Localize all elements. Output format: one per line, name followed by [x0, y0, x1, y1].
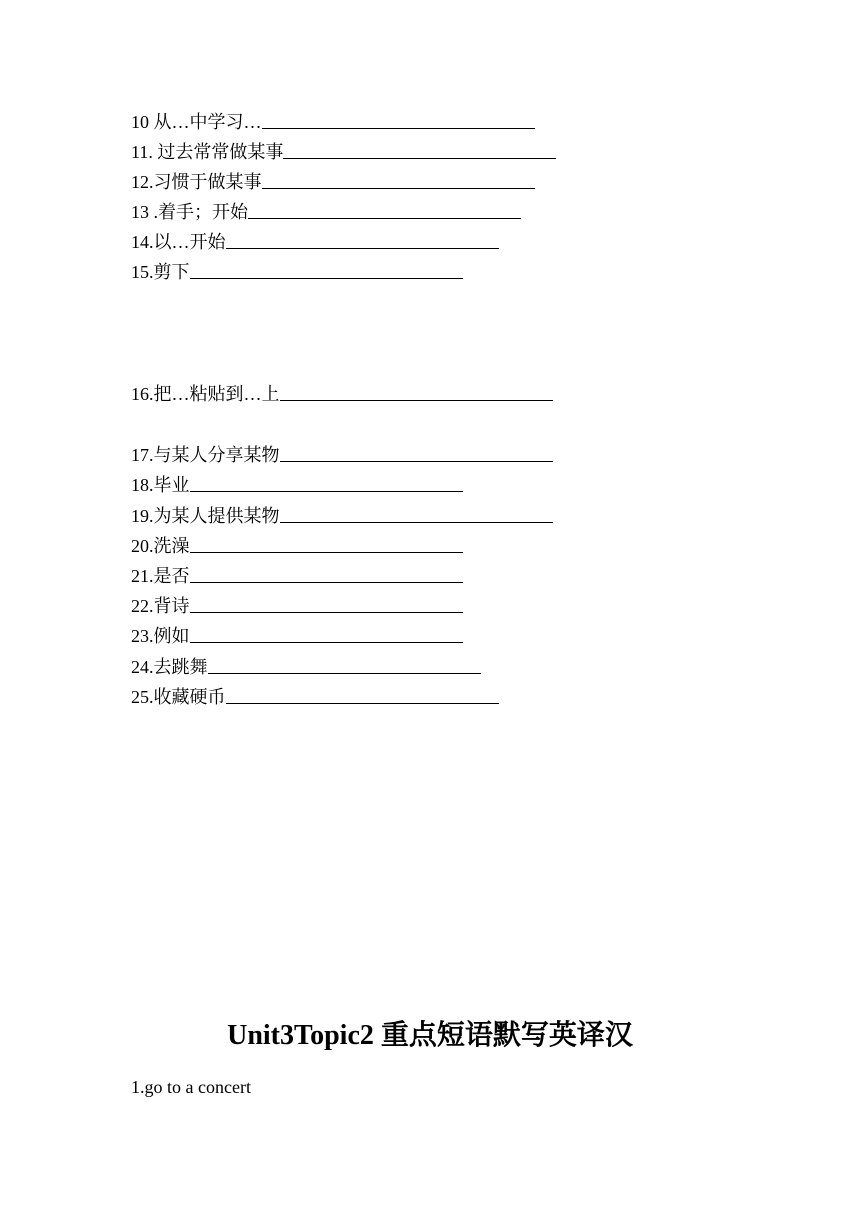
answer-blank[interactable] [190, 611, 463, 613]
answer-blank[interactable] [280, 521, 553, 523]
answer-blank[interactable] [190, 641, 463, 643]
answer-blank[interactable] [226, 247, 499, 249]
question-item [131, 536, 463, 556]
question-label: 24.去跳舞 [131, 657, 208, 677]
question-label: 13 .着手；开始 [131, 202, 248, 222]
question-item [131, 626, 463, 646]
question-label: 18.毕业 [131, 475, 190, 495]
question-label: 15.剪下 [131, 262, 190, 282]
question-label: 25.收藏硬币 [131, 687, 226, 707]
question-label: 10 从…中学习… [131, 112, 262, 132]
answer-blank[interactable] [280, 460, 553, 462]
answer-blank[interactable] [190, 490, 463, 492]
question-label: 22.背诗 [131, 596, 190, 616]
question-item [131, 142, 556, 162]
question-item [131, 232, 499, 252]
question-item [131, 445, 553, 465]
question-item [131, 566, 463, 586]
answer-blank[interactable] [190, 581, 463, 583]
question-item [131, 202, 521, 222]
question-label: 14.以…开始 [131, 232, 226, 252]
question-item [131, 506, 553, 526]
answer-blank[interactable] [262, 127, 535, 129]
question-item [131, 172, 535, 192]
english-item-label: 1.go to a concert [131, 1077, 251, 1097]
question-label: 20.洗澡 [131, 536, 190, 556]
english-item [131, 1077, 251, 1097]
answer-blank[interactable] [283, 157, 556, 159]
question-label: 17.与某人分享某物 [131, 445, 280, 465]
question-label: 19.为某人提供某物 [131, 506, 280, 526]
question-label: 21.是否 [131, 566, 190, 586]
question-label: 23.例如 [131, 626, 190, 646]
question-label: 16.把…粘贴到…上 [131, 384, 280, 404]
question-item [131, 657, 481, 677]
section-title: Unit3Topic2 重点短语默写英译汉 [227, 1020, 633, 1051]
question-item [131, 596, 463, 616]
answer-blank[interactable] [190, 551, 463, 553]
answer-blank[interactable] [190, 277, 463, 279]
question-item [131, 112, 535, 132]
question-item [131, 384, 553, 404]
question-label: 12.习惯于做某事 [131, 172, 262, 192]
answer-blank[interactable] [208, 672, 481, 674]
question-item [131, 687, 499, 707]
answer-blank[interactable] [262, 187, 535, 189]
question-label: 11. 过去常常做某事 [131, 142, 284, 162]
answer-blank[interactable] [226, 702, 499, 704]
question-item [131, 262, 463, 282]
question-item [131, 475, 463, 495]
answer-blank[interactable] [248, 217, 521, 219]
answer-blank[interactable] [280, 399, 553, 401]
